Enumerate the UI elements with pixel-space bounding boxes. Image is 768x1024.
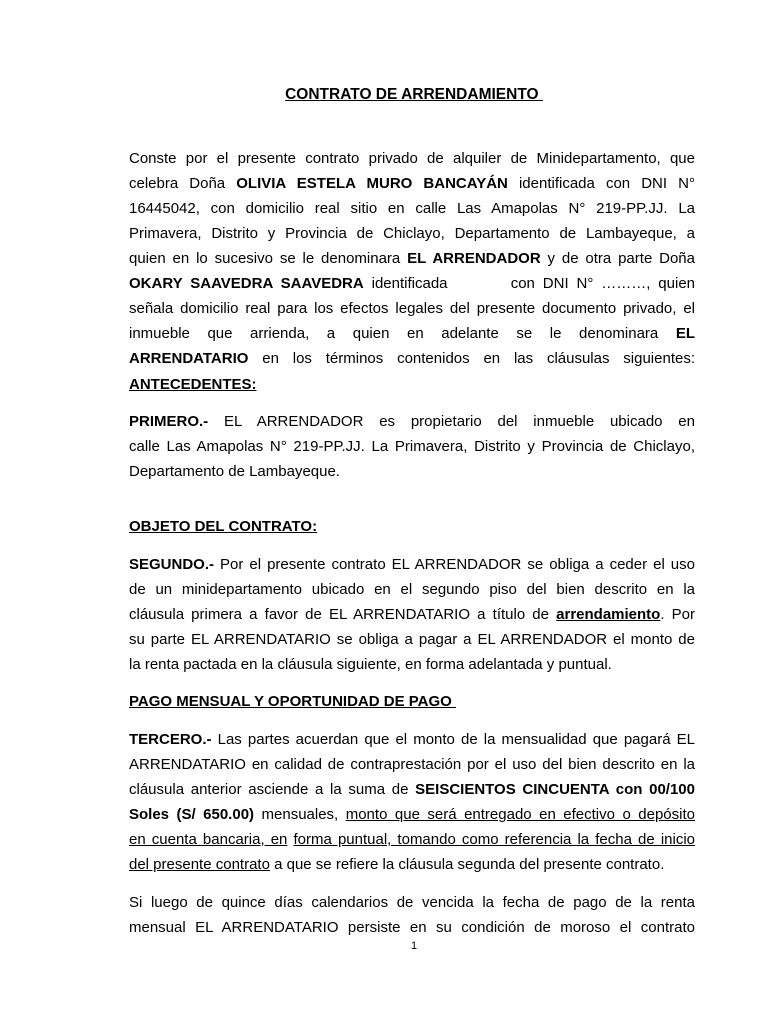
objeto-heading — [129, 518, 317, 535]
text-line: Soles (S/ 650.00) mensuales, monto que será entregado en efectivo o depósito — [129, 806, 695, 823]
text-line: Si luego de quince días calendarios de vencida la fecha de pago de la renta — [129, 894, 695, 911]
text-line: Primavera, Distrito y Provincia de Chiclayo, Departamento de Lambayeque, a — [129, 225, 695, 242]
bold-text: Soles (S/ 650.00) — [129, 806, 255, 823]
heading-colon: : — [312, 518, 318, 535]
text-line: cláusula anterior asciende a la suma de SEISCIENTOS CINCUENTA con 00/100 — [129, 781, 695, 798]
text-line: su parte EL ARRENDATARIO se obliga a pagar a EL ARRENDADOR el monto de — [129, 631, 695, 648]
text-line — [129, 827, 695, 852]
text-line: 16445042, con domicilio real sitio en calle Las Amapolas N° 219-PP.JJ. La — [129, 200, 695, 217]
text-line: celebra Doña OLIVIA ESTELA MURO BANCAYÁN identificada con DNI N° — [129, 175, 695, 192]
heading-colon: : — [251, 376, 257, 393]
text-line: del presente contrato a que se refiere la cláusula segunda del presente contrato. — [129, 856, 665, 873]
text-line: ARRENDATARIO en los términos contenidos en las cláusulas siguientes: — [129, 350, 695, 367]
objeto-heading-text: OBJETO DEL CONTRATO — [129, 518, 313, 535]
text-line: la renta pactada en la cláusula siguiente, en forma adelantada y puntual. — [129, 656, 612, 673]
segundo-paragraph — [129, 552, 695, 677]
intro-paragraph — [129, 146, 695, 371]
text-line: TERCERO.- Las partes acuerdan que el monto de la mensualidad que pagará EL — [129, 731, 695, 748]
bold-text: OLIVIA ESTELA MURO BANCAYÁN — [236, 175, 508, 192]
document-title: CONTRATO DE ARRENDAMIENTO — [285, 86, 543, 103]
text-line: mensual EL ARRENDATARIO persiste en su condición de moroso el contrato — [129, 919, 695, 936]
bold-text: SEISCIENTOS CINCUENTA con 00/100 — [415, 781, 695, 798]
bold-text: SEGUNDO.- — [129, 556, 215, 573]
text-line: ARRENDATARIO en calidad de contraprestación por el uso del bien descrito en la — [129, 756, 695, 773]
text-line: calle Las Amapolas N° 219-PP.JJ. La Primavera, Distrito y Provincia de Chiclayo, — [129, 438, 695, 455]
antecedentes-heading — [129, 376, 257, 393]
text-line: inmueble que arrienda, a quien en adelante se le denominara EL — [129, 325, 695, 342]
underlined-text: del presente contrato — [129, 856, 270, 873]
underlined-text: en cuenta bancaria, en — [129, 831, 288, 848]
bold-text: PRIMERO.- — [129, 413, 209, 430]
text-line: quien en lo sucesivo se le denominara EL ARRENDADOR y de otra parte Doña — [129, 250, 695, 267]
underlined-text: monto que será entregado en efectivo o depósito — [345, 806, 695, 823]
text-line: Departamento de Lambayeque. — [129, 463, 340, 480]
bold-text: OKARY SAAVEDRA SAAVEDRA — [129, 275, 364, 292]
bold-text: TERCERO.- — [129, 731, 212, 748]
underlined-text: forma puntual, tomando como referencia la fecha de inicio — [293, 831, 695, 848]
primero-paragraph — [129, 409, 695, 484]
text-line: señala domicilio real para los efectos legales del presente documento privado, el — [129, 300, 695, 317]
bold-text: ARRENDATARIO — [129, 350, 249, 367]
text-line: de un minidepartamento ubicado en el segundo piso del bien descrito en la — [129, 581, 695, 598]
text-line: PRIMERO.- EL ARRENDADOR es propietario del inmueble ubicado en — [129, 413, 695, 430]
bold-text: EL ARRENDADOR — [407, 250, 541, 267]
pago-heading: PAGO MENSUAL Y OPORTUNIDAD DE PAGO — [129, 693, 456, 710]
text-line: cláusula primera a favor de EL ARRENDATARIO a título de arrendamiento. Por — [129, 606, 695, 623]
bold-text: EL — [675, 325, 695, 342]
text-line: SEGUNDO.- Por el presente contrato EL ARRENDADOR se obliga a ceder el uso — [129, 556, 695, 573]
bold-underlined-text: arrendamiento — [556, 606, 661, 623]
cuarto-paragraph — [129, 890, 695, 940]
tercero-paragraph — [129, 727, 695, 877]
text-line: Conste por el presente contrato privado de alquiler de Minidepartamento, que — [129, 150, 695, 167]
text-line: OKARY SAAVEDRA SAAVEDRA identificada con DNI N° ………, quien — [129, 275, 696, 292]
page-number: 1 — [410, 940, 418, 952]
antecedentes-heading-text: ANTECEDENTES — [129, 376, 252, 393]
